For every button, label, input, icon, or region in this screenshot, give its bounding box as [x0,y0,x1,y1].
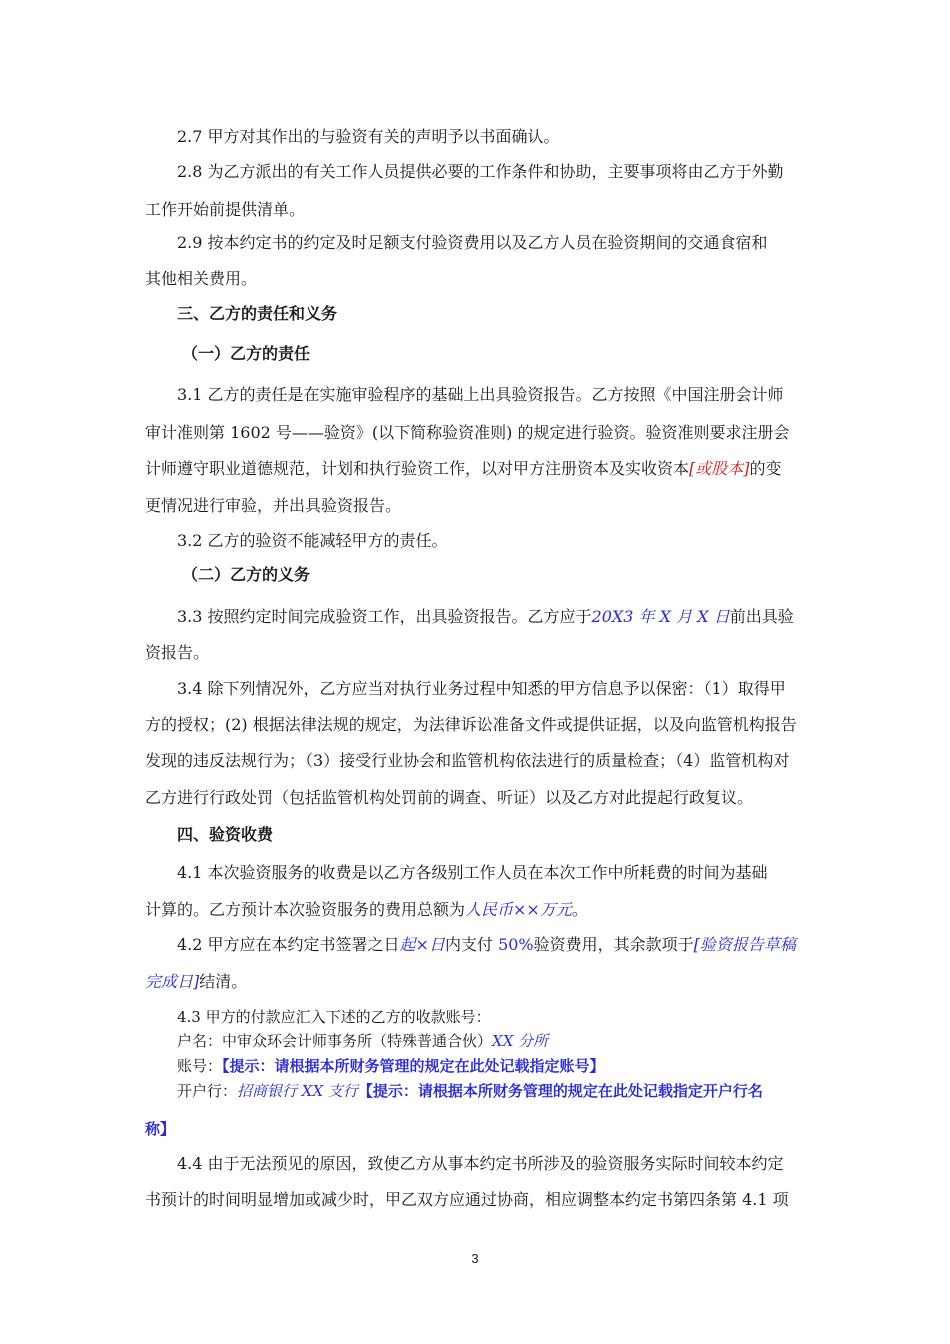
clause-4-1-tail: 。 [571,900,588,919]
clause-4-2-mid2: 验资费用，其余款项于 [533,935,694,954]
clause-2-8-cont: 工作开始前提供清单。 [145,200,306,219]
clause-2-8: 2.8 为乙方派出的有关工作人员提供必要的工作条件和协助，主要事项将由乙方于外勤 [177,162,784,181]
section-heading-4: 四、验资收费 [177,825,274,844]
page-number: 3 [471,1251,479,1266]
clause-4-3: 4.3 甲方的付款应汇入下述的乙方的收款账号： [177,1008,491,1026]
clause-3-4-line2: 方的授权；(2) 根据法律法规的规定，为法律诉讼准备文件或提供证据，以及向监管机构报告 [145,715,797,734]
clause-4-2-text: 4.2 甲方应在本约定书签署之日 [177,935,400,954]
clause-3-4: 3.4 除下列情况外，乙方应当对执行业务过程中知悉的甲方信息予以保密：（1）取得甲 [177,679,786,698]
clause-2-9-cont: 其他相关费用。 [145,269,258,288]
draft-date-placeholder: [验资报告草稿 [693,935,796,954]
account-number-label: 账号： [177,1057,223,1075]
section-heading-3: 三、乙方的责任和义务 [177,304,338,323]
draft-date-placeholder-cont: 完成日] [145,972,200,991]
subheading-3-1: （一）乙方的责任 [182,344,311,363]
days-placeholder: 起×日 [399,935,445,954]
clause-4-1: 4.1 本次验资服务的收费是以乙方各级别工作人员在本次工作中所耗费的时间为基础 [177,863,768,882]
clause-4-4-line2: 书预计的时间明显增加或减少时，甲乙双方应通过协商，相应调整本约定书第四条第 4.1 项 [145,1190,789,1209]
bank-name [177,1080,763,1102]
clause-3-1: 3.1 乙方的责任是在实施审验程序的基础上出具验资报告。乙方按照《中国注册会计师 [177,385,784,404]
clause-2-7: 2.7 甲方对其作出的与验资有关的声明予以书面确认。 [177,127,560,146]
clause-3-4-line3: 发现的违反法规行为；（3）接受行业协会和监管机构依法进行的质量检查；（4）监管机构对 [145,751,790,770]
clause-3-1-line4: 更情况进行审验，并出具验资报告。 [145,496,402,515]
fee-amount-placeholder: 人民币××万元 [465,900,572,919]
clause-4-2-mid: 内支付 [444,935,499,954]
clause-3-3-text: 3.3 按照约定时间完成验资工作，出具验资报告。乙方应于 [177,607,592,626]
clause-2-9: 2.9 按本约定书的约定及时足额支付验资费用以及乙方人员在验资期间的交通食宿和 [177,233,768,252]
percent-value: 50% [498,935,534,954]
account-name [177,1030,548,1052]
clause-3-3-cont: 资报告。 [145,643,210,662]
clause-3-1-line3-tail: 的变 [749,459,782,478]
clause-3-1-line3 [145,458,782,480]
clause-3-3-tail: 前出具验 [729,607,794,626]
clause-3-2: 3.2 乙方的验资不能减轻甲方的责任。 [177,531,448,550]
bank-name-hint: 【提示：请根据本所财务管理的规定在此处记载指定开户行名 [357,1082,763,1100]
bank-name-label: 开户行： [177,1082,238,1100]
account-name-text: 户名：中审众环会计师事务所（特殊普通合伙） [177,1032,493,1050]
branch-placeholder: XX 分所 [492,1032,549,1050]
clause-3-4-line4: 乙方进行行政处罚（包括监管机构处罚前的调查、听证）以及乙方对此提起行政复议。 [145,788,754,807]
clause-4-2 [177,934,796,956]
clause-3-3 [177,606,794,628]
clause-4-1-line2 [145,899,588,921]
clause-3-1-line3-text: 计师遵守职业道德规范，计划和执行验资工作，以对甲方注册资本及实收资本 [145,459,690,478]
bank-branch-placeholder: 招商银行 XX 支行 [237,1082,358,1100]
clause-3-1-line2: 审计准则第 1602 号——验资》(以下简称验资准则) 的规定进行验资。验资准则要求注册会 [145,423,790,442]
clause-4-1-text: 计算的。乙方预计本次验资服务的费用总额为 [145,900,466,919]
clause-4-2-line2 [145,971,247,993]
subheading-3-2: （二）乙方的义务 [182,565,311,584]
account-number [177,1055,605,1077]
report-date-placeholder: 20X3 年 X 月 X 日 [591,607,730,626]
clause-4-4: 4.4 由于无法预见的原因，致使乙方从事本约定书所涉及的验资服务实际时间较本约定 [177,1154,784,1173]
account-number-hint: 【提示：请根据本所财务管理的规定在此处记载指定账号】 [222,1057,605,1075]
clause-4-2-tail: 结清。 [199,972,248,991]
or-share-capital-note: [或股本] [689,459,750,478]
bank-name-hint-cont: 称】 [145,1120,176,1138]
